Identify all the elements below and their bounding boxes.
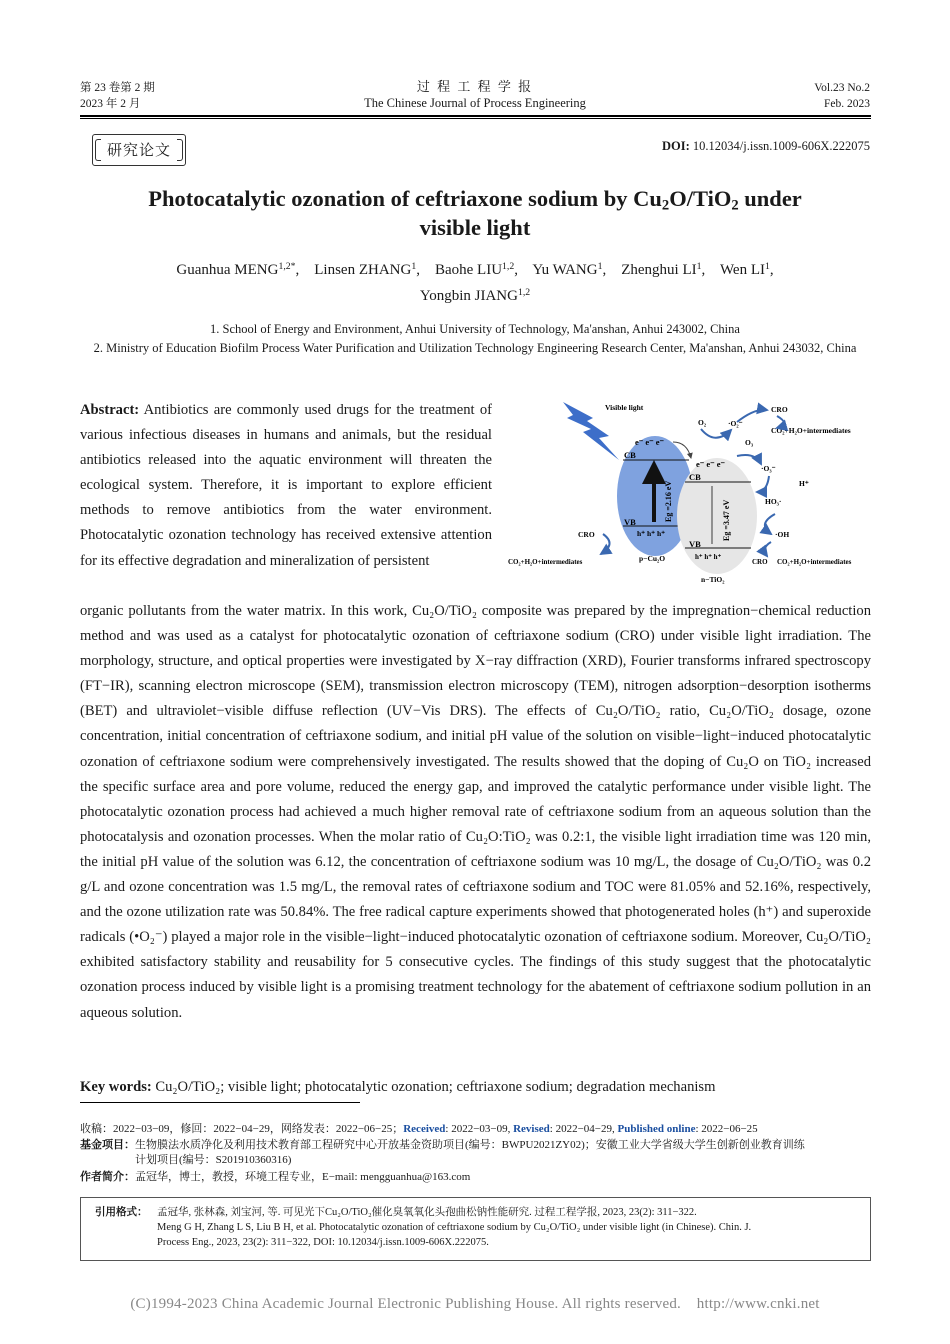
cu2o-label: p−Cu₂O	[639, 554, 666, 563]
citation-cn: 孟冠华, 张林森, 刘宝河, 等. 可见光下Cu₂O/TiO₂催化臭氧氧化头孢曲松钠性能研究. 过程工程学报, 2023, 23(2): 311−322.	[157, 1207, 697, 1218]
journal-title-en: The Chinese Journal of Process Engineering	[364, 96, 586, 110]
header-rule	[80, 115, 871, 117]
tio2-electrons: e⁻ e⁻ e⁻	[696, 459, 726, 469]
title-sub-2: 2	[731, 197, 739, 214]
author-intro-label: 作者简介：	[80, 1171, 135, 1183]
doi-label: DOI:	[662, 139, 690, 153]
oh-label: ·OH	[775, 530, 790, 539]
fund-text: 生物膜法水质净化及利用技术教育部工程研究中心开放基金资助项目(编号：BWPU2021ZY02)；安徽工业大学省级大学生创新创业教育训练	[135, 1139, 805, 1151]
cu2o-holes: h⁺ h⁺ h⁺	[637, 529, 666, 538]
citation-label: 引用格式：	[95, 1207, 148, 1218]
tio2-label: n−TiO₂	[701, 575, 725, 584]
ho3-decomp-arrow	[765, 514, 775, 534]
oh-attack-arrow	[765, 542, 771, 556]
title-part-c: under	[738, 186, 802, 211]
doi-value: 10.12034/j.issn.1009-606X.222075	[692, 139, 870, 153]
author: Linsen ZHANG$^1$,	[314, 261, 432, 278]
keywords-text: Cu₂O/TiO₂; visible light; photocatalytic ozonation; ceftriaxone sodium; degradation mechanism	[155, 1079, 716, 1095]
citation-en-2: Process Eng., 2023, 23(2): 311−322, DOI: 10.12034/j.issn.1009-606X.222075.	[157, 1237, 489, 1248]
header-date-en: Feb. 2023	[824, 98, 870, 110]
abstract-part-1	[80, 398, 492, 574]
author-list	[60, 257, 890, 309]
abstract-label: Abstract:	[80, 402, 140, 418]
cro-hole-oxidation-arrow	[601, 534, 610, 554]
cu2o-electrons: e⁻ e⁻ e⁻	[635, 437, 665, 447]
affiliation-2: 2. Ministry of Education Biofilm Process Water Purification and Utilization Technology Engineering Research Center, Ma'anshan, Anhui 243032, China	[93, 341, 857, 355]
title-line-2: visible light	[419, 215, 531, 240]
title-part-b: O/TiO	[669, 186, 732, 211]
author: Guanhua $MENG^{1,2*}$,	[176, 261, 311, 278]
tio2-bandgap: Eg =3.47 eV	[722, 499, 731, 541]
o2-radical-label: ·O₂⁻	[728, 419, 743, 428]
revised-label: Revised	[513, 1123, 550, 1135]
fund-text-2: 计划项目(编号：S201910360316)	[135, 1154, 292, 1166]
graphical-abstract-figure	[505, 396, 871, 591]
article-type-tag: 研究论文	[92, 134, 186, 166]
author: Yu WANG$^1$,	[532, 261, 618, 278]
fund-label: 基金项目：	[80, 1139, 135, 1151]
journal-title-cn: 过 程 工 程 学 报	[416, 79, 534, 94]
keywords-label: Key words:	[80, 1079, 152, 1095]
o3-label: O₃	[745, 438, 754, 447]
o2-label: O₂	[698, 418, 707, 427]
author: Yongbin JIANG$^{1,2}$	[419, 287, 531, 304]
revised-date: : 2022−04−29,	[549, 1123, 618, 1135]
footnote-rule	[80, 1102, 360, 1103]
h-plus-label: H⁺	[799, 479, 809, 488]
o3-reduction-arrow	[737, 455, 761, 464]
received-label: Received	[403, 1123, 446, 1135]
header-date-cn: 2023 年 2 月	[80, 98, 141, 110]
products-top-label: CO₂+H₂O+intermediates	[771, 426, 851, 435]
tio2-cb-label: CB	[689, 472, 701, 482]
visible-light-label: Visible light	[605, 403, 644, 412]
affiliations	[70, 320, 880, 358]
received-date: : 2022−03−09,	[445, 1123, 514, 1135]
title-sub-1: 2	[661, 197, 670, 214]
header-rule-thin	[80, 118, 871, 119]
author: Zhenghui $LI^1$,	[621, 261, 717, 278]
header-issue-cn: 第 23 卷第 2 期	[80, 82, 155, 94]
citation-en-1: Meng G H, Zhang L S, Liu B H, et al. Photocatalytic ozonation of ceftriaxone sodium by Cu₂O/TiO₂ under visible light (in Chinese). Chin. J.	[157, 1222, 752, 1233]
footnote-fund	[80, 1138, 871, 1168]
o3-radical-label: ·O₃⁻	[761, 464, 776, 473]
ho3-label: HO₃·	[765, 497, 782, 506]
author: Wen $LI^1$,	[719, 261, 774, 278]
cro-top-label: CRO	[771, 405, 788, 414]
cro-left-label: CRO	[578, 530, 595, 539]
footnote-dates	[80, 1122, 871, 1137]
protonation-arrow	[757, 476, 769, 492]
header-journal	[300, 79, 650, 111]
paper-title	[60, 184, 890, 242]
products-left-label: CO₂+H₂O+intermediates	[508, 558, 583, 566]
tio2-vb-label: VB	[689, 539, 701, 549]
copyright-watermark: (C)1994-2023 China Academic Journal Electronic Publishing House. All rights reserved. http://www.cnki.net	[130, 1296, 820, 1312]
cro-right-label: CRO	[752, 558, 768, 566]
author-intro-text: 孟冠华，博士，教授，环境工程专业，E−mail: mengguanhua@163.com	[135, 1171, 471, 1183]
o2-reduction-arrow	[701, 429, 731, 438]
cu2o-cb-label: CB	[624, 450, 636, 460]
author: Baohe LIU$^{1,2}$,	[434, 261, 530, 278]
header-volume	[814, 80, 870, 112]
header-issue	[80, 80, 155, 112]
affiliation-1: 1. School of Energy and Environment, Anhui University of Technology, Ma'anshan, Anhui 243002, China	[210, 322, 740, 336]
abstract-part-2: organic pollutants from the water matrix. In this work, Cu₂O/TiO₂ composite was prepared by the impregnation−chemical reduction method and was used as a catalyst for photocatalytic ozonation of ceftriaxone sodium (CRO) under visible light irradiation. The morphology, structure, and optical properties were investigated by X−ray diffraction (XRD), Fourier transforms infrared spectroscopy (FT−IR), scanning electron microscope (SEM), transmission electron microscopy (TEM), nitrogen adsorption−desorption isotherms (BET) and ultraviolet−visible diffuse reflection (UV−Vis DRS). The effects of Cu₂O/TiO₂ ratio, Cu₂O/TiO₂ dosage, ozone concentration, initial concentration of ceftriaxone sodium, and initial pH value of the solution on visible−light−induced photocatalytic ozonation of ceftriaxone sodium were comprehensively investigated. The results showed that the doping of Cu₂O on TiO₂ increased the specific surface area and pore volume, reduced the energy gap, and improved the catalytic performance under visible light. The photocatalytic ozonation process had achieved a much higher removal rate of ceftriaxone sodium from an aqueous solution than the photocatalysis and ozonation processes. When the molar ratio of Cu₂O:TiO₂ was 0.2:1, the visible light irradiation time was 120 min, the initial pH value of the solution was 6.12, the concentration of ceftriaxone sodium was 10 mg/L, the dosage of Cu₂O/TiO₂ was 0.2 g/L and ozone concentration was 1.5 mg/L, the removal rates of ceftriaxone sodium and TOC were 81.05% and 52.16%, respectively, and the ozone utilization rate was 50.84%. The free radical capture experiments showed that photogenerated holes (h⁺) and superoxide radicals (•O₂⁻) played a major role in the visible−light−induced photocatalytic ozonation of ceftriaxone sodium. Moreover, Cu₂O/TiO₂ exhibited satisfactory stability and reusability for 5 consecutive cycles. The findings of this study suggest that the photocatalytic ozonation process induced by visible light is a promising treatment technology for the abatement of ceftriaxone sodium pollution in an aqueous solution.	[80, 603, 871, 1021]
abstract-text-1: Antibiotics are commonly used drugs for the treatment of various infectious diseases in humans and animals, but the residual antibiotics released into the aquatic environment will threaten the ecological system. Therefore, it is important to explore efficient methods to remove antibiotics from the water environment. Photocatalytic ozonation technology has received extensive attention for its effective degradation and mineralization of persistent	[80, 402, 493, 569]
cu2o-bandgap: Eg =2.16 eV	[664, 480, 673, 522]
published-label: Published online	[617, 1123, 696, 1135]
products-right-label: CO₂+H₂O+intermediates	[777, 558, 852, 566]
title-part-a: Photocatalytic ozonation of ceftriaxone sodium by Cu	[148, 186, 662, 211]
footnote-author	[80, 1170, 871, 1185]
cu2o-vb-label: VB	[624, 517, 636, 527]
header-vol: Vol.23 No.2	[814, 82, 870, 94]
dates-cn: 收稿：2022−03−09，修回：2022−04−29，网络发表：2022−06−25；	[80, 1123, 404, 1135]
keywords	[80, 1076, 871, 1098]
tio2-holes: h⁺ h⁺ h⁺	[695, 553, 722, 561]
published-date: : 2022−06−25	[695, 1123, 758, 1135]
citation-box	[80, 1197, 871, 1261]
doi[interactable]	[662, 139, 870, 154]
